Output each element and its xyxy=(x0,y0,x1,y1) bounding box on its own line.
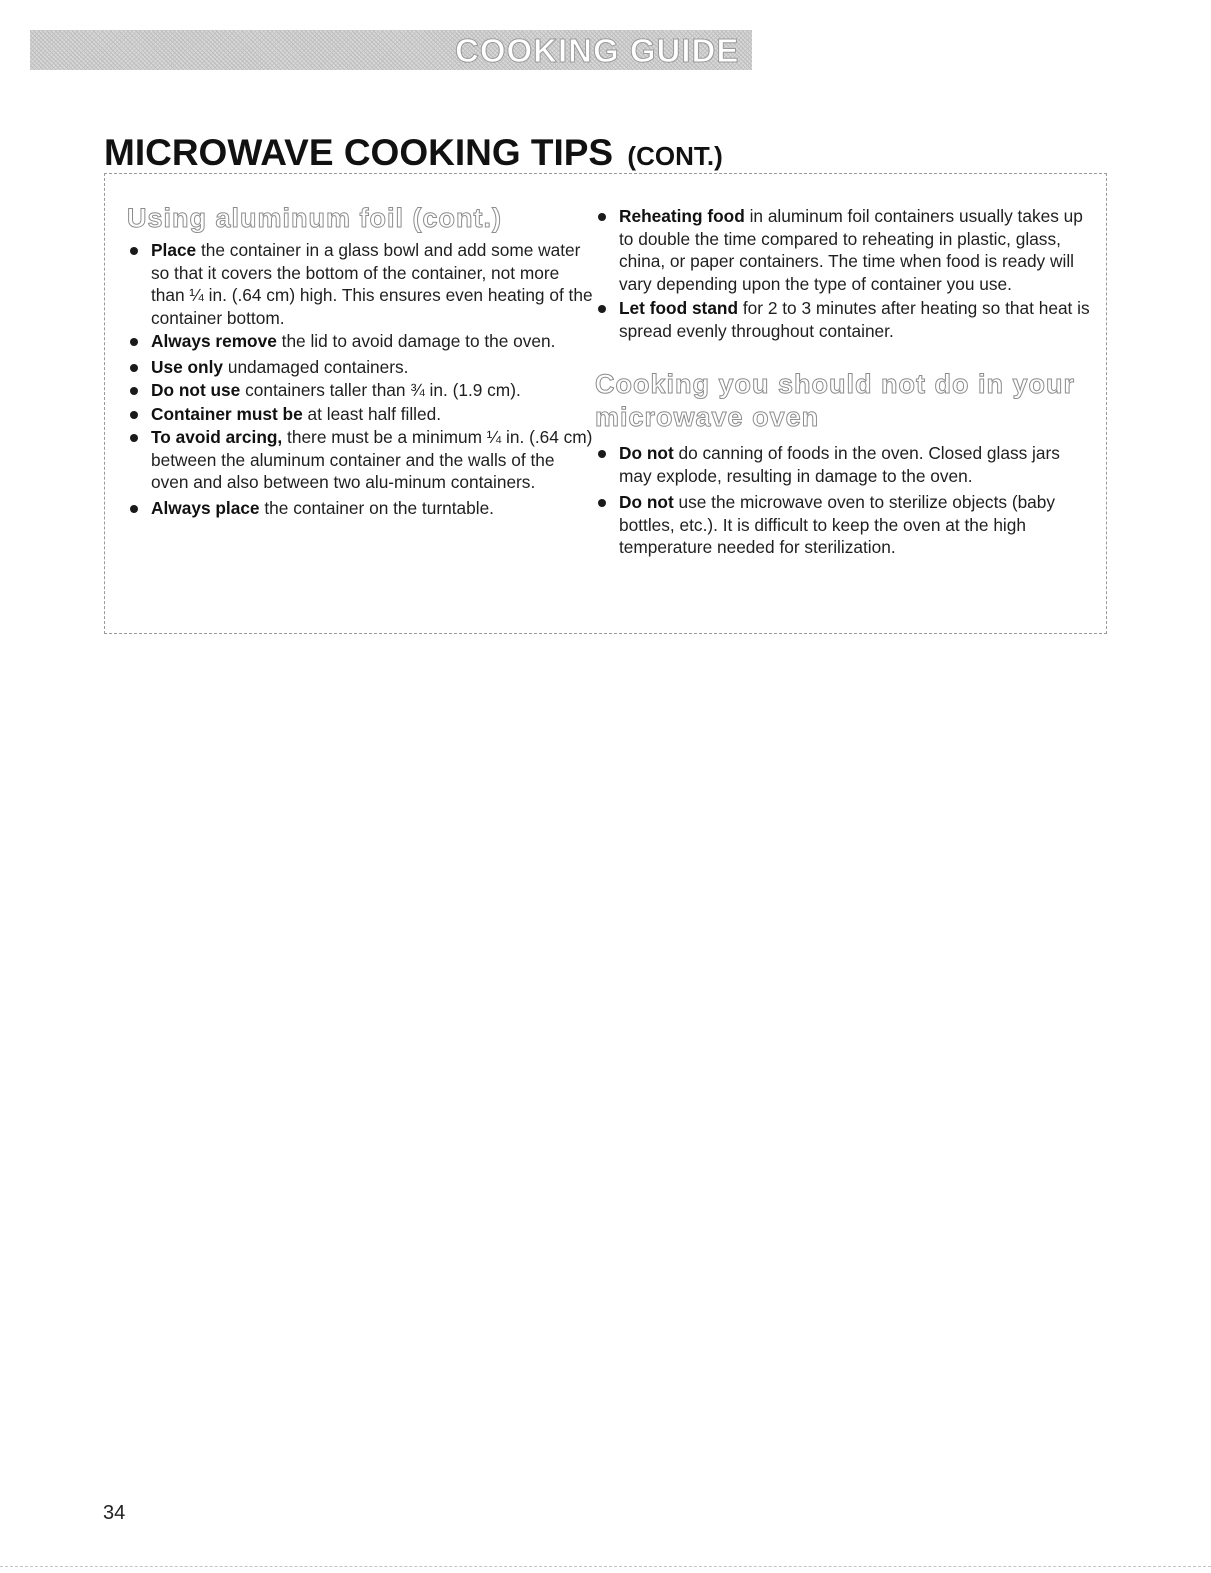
item-text: at least half filled. xyxy=(302,403,442,424)
bullet-icon xyxy=(598,213,606,221)
item-lead: To avoid arcing, xyxy=(151,427,283,447)
bullet-icon xyxy=(130,387,138,395)
page-title-suffix: (CONT.) xyxy=(627,141,723,171)
item-lead: Always place xyxy=(151,497,260,518)
bullet-icon xyxy=(130,411,138,419)
bullet-icon xyxy=(130,364,138,372)
item-lead: Always remove xyxy=(151,331,277,351)
heading-line-2: microwave oven xyxy=(595,402,820,432)
list-item xyxy=(127,497,595,520)
bottom-divider xyxy=(0,1566,1211,1567)
section-banner xyxy=(30,30,752,70)
reheating-list xyxy=(595,205,1095,342)
item-lead: Place xyxy=(151,240,197,260)
list-item xyxy=(127,379,595,402)
tips-content-box xyxy=(104,173,1107,634)
item-lead: Let food stand xyxy=(619,298,739,318)
item-text: in aluminum foil containers usually takes up to double the time compared to reheating in plastic, glass, china, or paper containers. The time when food is ready will vary depending upon the type of container you use. xyxy=(619,206,1083,294)
bullet-icon xyxy=(130,434,138,442)
section-heading-cooking-not-to-do xyxy=(595,368,1095,434)
bullet-icon xyxy=(598,450,606,458)
list-item xyxy=(595,491,1095,559)
list-item xyxy=(127,426,595,494)
list-item xyxy=(127,356,595,379)
item-lead: Do not xyxy=(619,492,674,512)
heading-line-1: Cooking you should not do in your xyxy=(595,369,1075,399)
item-text: do canning of foods in the oven. Closed glass jars may explode, resulting in damage to the oven. xyxy=(619,443,1060,486)
item-text: use the microwave oven to sterilize objects (baby bottles, etc.). It is difficult to keep the oven at the high temperature needed for sterilization. xyxy=(619,492,1056,557)
right-column xyxy=(595,174,1095,560)
list-item xyxy=(127,239,595,329)
list-item xyxy=(595,442,1095,487)
left-column xyxy=(127,174,595,520)
list-item xyxy=(127,330,595,353)
section-heading-aluminum-foil: Using aluminum foil (cont.) xyxy=(127,203,502,233)
aluminum-foil-list xyxy=(127,239,595,519)
banner-label: COOKING GUIDE xyxy=(455,32,740,69)
item-lead: Use only xyxy=(151,356,224,377)
bullet-icon xyxy=(130,505,138,513)
page-number: 34 xyxy=(103,1502,126,1524)
item-text: containers taller than ¾ in. (1.9 cm). xyxy=(240,380,521,400)
page-title xyxy=(104,131,723,178)
bullet-icon xyxy=(598,305,606,313)
item-text: the container on the turntable. xyxy=(259,497,494,518)
page-title-text: MICROWAVE COOKING TIPS xyxy=(104,132,614,173)
cooking-not-to-do-list xyxy=(595,442,1095,559)
bullet-icon xyxy=(130,338,138,346)
item-lead: Do not xyxy=(619,443,674,463)
item-text: undamaged containers. xyxy=(223,356,409,377)
item-lead: Container must be xyxy=(151,403,303,424)
item-lead: Do not use xyxy=(151,380,241,400)
bullet-icon xyxy=(598,499,606,507)
bullet-icon xyxy=(130,247,138,255)
item-text: the container in a glass bowl and add some water so that it covers the bottom of the container, not more than ¼ in. (.64 cm) high. This ensures even heating of the container bottom. xyxy=(151,240,593,328)
item-text: for 2 to 3 minutes after heating so that heat is spread evenly throughout container. xyxy=(619,298,1090,341)
list-item xyxy=(595,297,1095,342)
item-text: there must be a minimum ¼ in. (.64 cm) between the aluminum container and the walls of the oven and also between two alu-minum containers. xyxy=(151,427,593,492)
item-text: the lid to avoid damage to the oven. xyxy=(276,331,556,351)
list-item xyxy=(127,403,595,426)
list-item xyxy=(595,205,1095,295)
item-lead: Reheating food xyxy=(619,206,745,226)
